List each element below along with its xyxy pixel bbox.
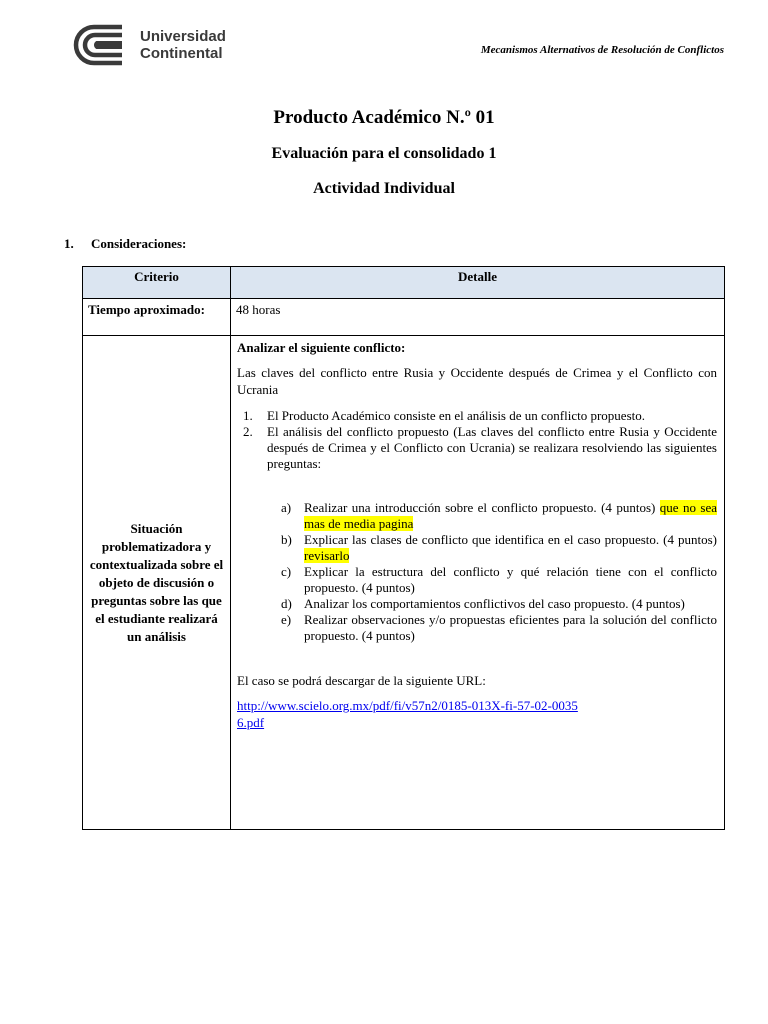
question-text: Realizar una introducción sobre el conflicto propuesto. (4 puntos) [304, 500, 656, 515]
conflict-heading: Analizar el siguiente conflicto: [237, 340, 406, 355]
list-item [237, 500, 717, 532]
table-row [83, 336, 725, 830]
list-item [237, 564, 717, 596]
time-value: 48 horas [231, 299, 725, 336]
list-marker: 2. [243, 424, 253, 439]
document-title: Producto Académico N.º 01 [273, 107, 495, 128]
reviewer-highlight: que no sea mas de media pagina [304, 500, 717, 531]
question-text: Explicar las clases de conflicto que identifica en el caso propuesto. (4 puntos) [304, 532, 717, 547]
url-intro: El caso se podrá descargar de la siguiente URL: [237, 673, 486, 688]
list-item [237, 596, 717, 612]
table-header-row [83, 267, 725, 299]
list-marker: e) [281, 612, 292, 627]
logo-mark-icon [70, 24, 130, 66]
section-number: 1. [64, 236, 74, 251]
reviewer-highlight: revisarlo [304, 548, 350, 563]
list-item [237, 612, 717, 644]
question-text: Explicar la estructura del conflicto y qué relación tiene con el conflicto propuesto. (4 puntos) [304, 564, 717, 595]
activity-title: Actividad Individual [313, 180, 455, 197]
list-item [237, 532, 717, 564]
list-marker: d) [281, 596, 292, 611]
question-text: Analizar los comportamientos conflictivos del caso propuesto. (4 puntos) [304, 596, 685, 611]
conflict-intro: Las claves del conflicto entre Rusia y Occidente después de Crimea y el Conflicto con Ucrania [237, 365, 717, 397]
logo-line-1: Universidad [140, 28, 226, 45]
section-heading [64, 236, 186, 252]
section-label: Consideraciones: [91, 236, 187, 251]
list-text: El análisis del conflicto propuesto (Las claves del conflicto entre Rusia y Occidente después de Crimea y el Conflicto con Ucrania) se realizara resolviendo las siguientes preguntas: [267, 424, 717, 471]
header-criterio: Criterio [83, 267, 231, 299]
logo-line-2: Continental [140, 45, 223, 62]
time-label: Tiempo aproximado: [83, 299, 231, 336]
steps-list [237, 408, 717, 472]
list-item [237, 424, 717, 472]
university-logo [70, 24, 226, 66]
case-url-link[interactable]: http://www.scielo.org.mx/pdf/fi/v57n2/0185-013X-fi-57-02-00356.pdf [237, 698, 578, 730]
situation-label: Situación problematizadora y contextualizada sobre el objeto de discusión o preguntas sobre las que el estudiante realizará un análisis [83, 336, 231, 830]
list-item [237, 408, 717, 424]
list-marker: b) [281, 532, 292, 547]
question-text: Realizar observaciones y/o propuestas eficientes para la solución del conflicto propuesto. (4 puntos) [304, 612, 717, 643]
table-row [83, 299, 725, 336]
list-marker: 1. [243, 408, 253, 423]
header-detalle: Detalle [231, 267, 725, 299]
document-subtitle: Evaluación para el consolidado 1 [271, 145, 497, 162]
considerations-table [82, 266, 725, 830]
situation-detail [231, 336, 725, 830]
course-name: Mecanismos Alternativos de Resolución de Conflictos [480, 44, 724, 56]
questions-list [237, 500, 717, 644]
list-text: El Producto Académico consiste en el análisis de un conflicto propuesto. [267, 408, 645, 423]
page-header [0, 0, 768, 80]
list-marker: c) [281, 564, 292, 579]
list-marker: a) [281, 500, 292, 515]
